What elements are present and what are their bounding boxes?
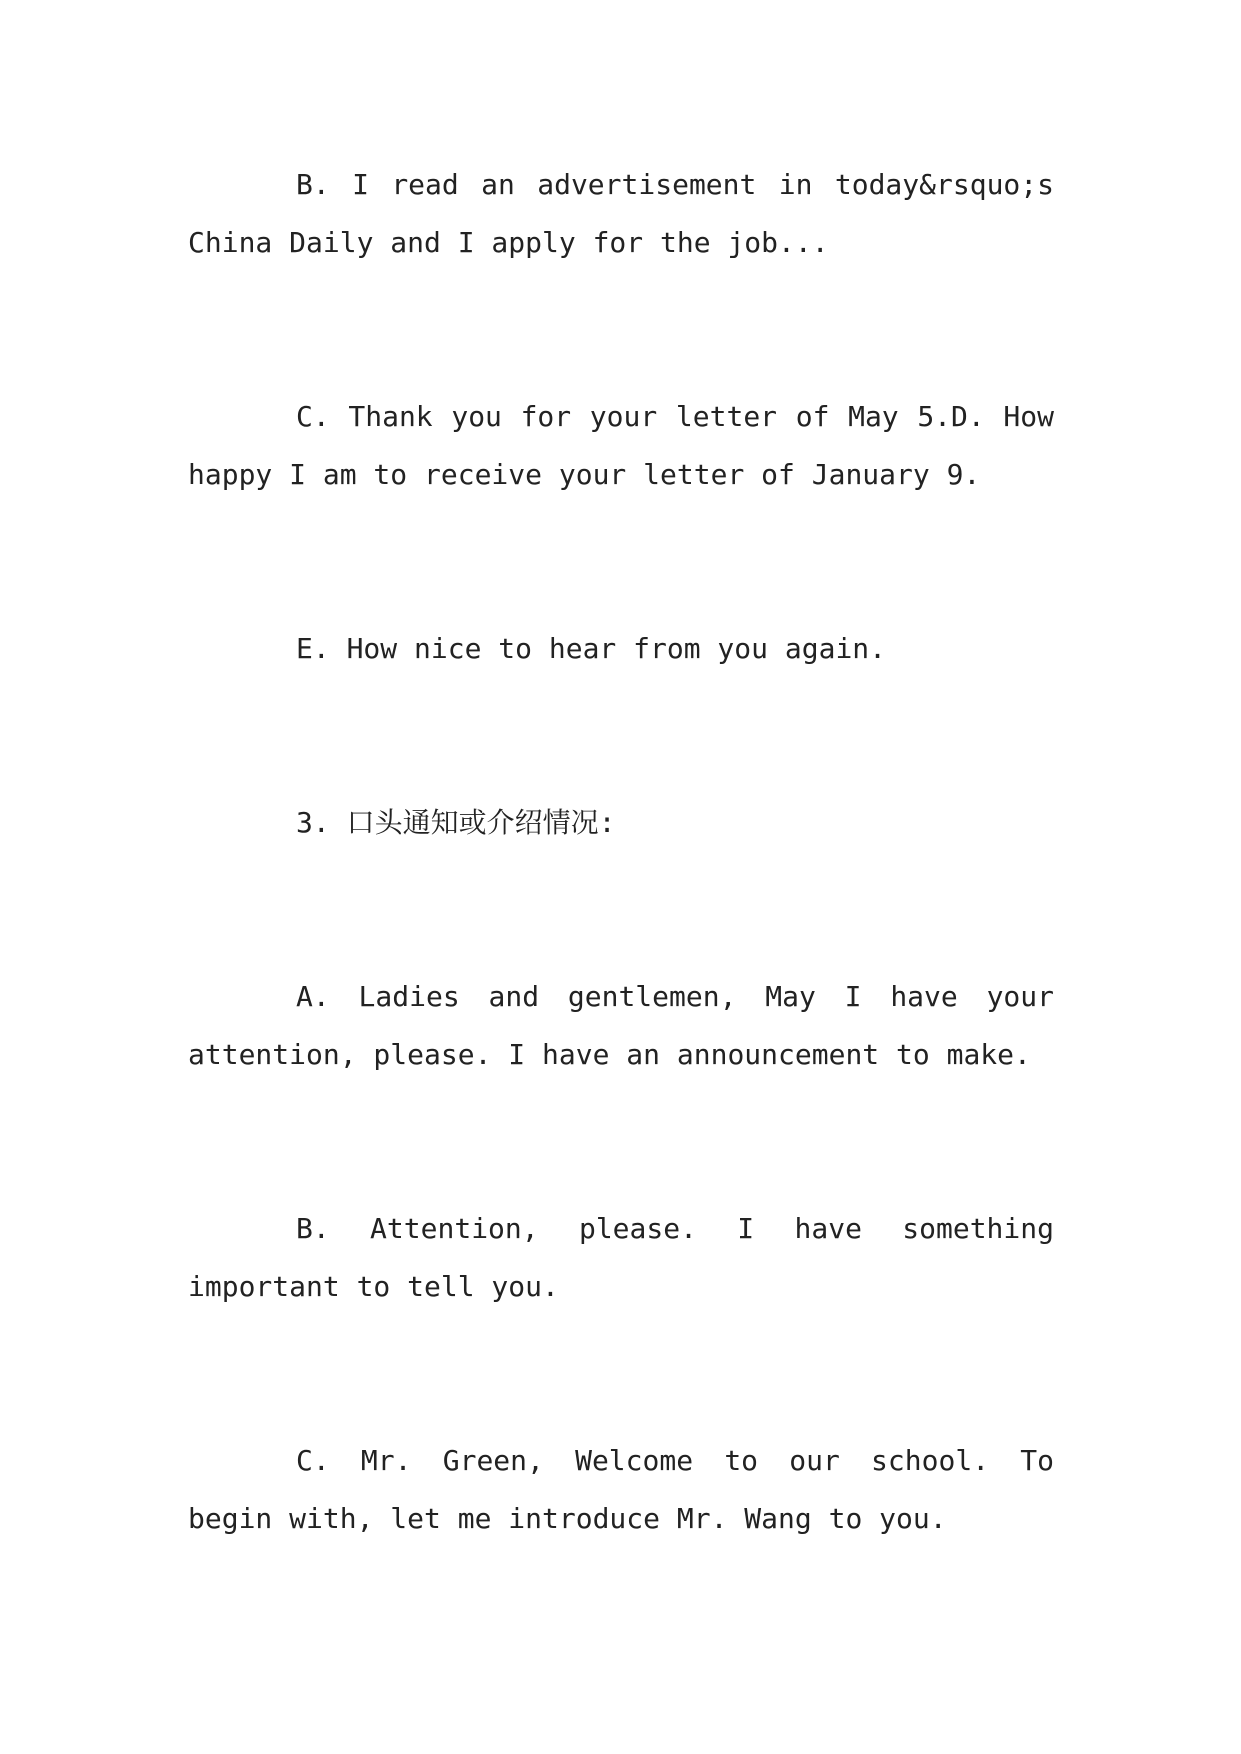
paragraph-c-thank-you: C. Thank you for your letter of May 5.D. How happy I am to receive your letter of January 9. bbox=[188, 400, 1054, 491]
paragraph-e-hear-again: E. How nice to hear from you again. bbox=[296, 632, 887, 665]
paragraph-a-ladies-gentlemen: A. Ladies and gentlemen, May I have your attention, please. I have an announcement to make. bbox=[188, 980, 1054, 1071]
paragraph-b-advertisement: B. I read an advertisement in today&rsquo;s China Daily and I apply for the job... bbox=[188, 168, 1054, 259]
paragraph-c-mr-green: C. Mr. Green, Welcome to our school. To begin with, let me introduce Mr. Wang to you. bbox=[188, 1444, 1054, 1535]
paragraph-b-attention: B. Attention, please. I have something important to tell you. bbox=[188, 1212, 1054, 1303]
section-3-heading: 3. 口头通知或介绍情况: bbox=[296, 806, 616, 839]
